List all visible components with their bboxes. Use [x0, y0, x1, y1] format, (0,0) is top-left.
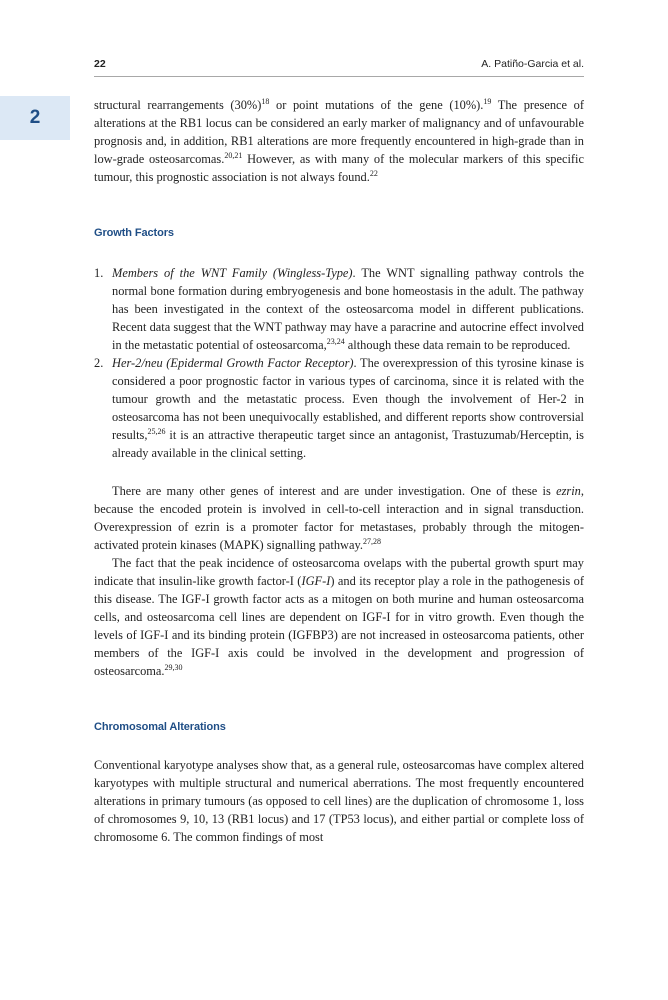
intro-paragraph: structural rearrangements $(30\%)^{18}$ or point mutations of the gene (10%).$^{19}$ The presence of alterations at the RB1 locus can be considered an early marker of malignancy and of unfavourable prognosis and, in addition, RB1 alterations are more frequently encountered in high-grade than in low-grade osteosarcomas.$^{20,21}$ However, as with many of the molecular markers of this specific tumour, this prognostic association is not always found.$^{22}$ [94, 96, 584, 184]
growth-factors-list [94, 264, 584, 462]
running-head [94, 46, 584, 77]
paragraph-igf: The fact that the peak incidence of osteosarcoma ovelaps with the pubertal growth spurt may indicate that insulin-like growth factor-I (IGF-I) and its receptor play a role in the pathogenesis of this disease. The IGF-I growth factor acts as a mitogen on both murine and human osteosarcoma cells, and osteosarcoma cell lines are dependent on IGF-I for in vitro growth. Even though the levels of IGF-I and its binding protein (IGFBP3) are not increased in osteosarcoma patients, other members of the IGF-I axis could be involved in the development and progression of osteosarcoma.$^{29,30}$ [94, 556, 584, 678]
list-item: 1. Members of the WNT Family (Wingless-Type). The WNT signalling pathway controls the normal bone formation during embryogenesis and bone homeostasis in the adult. The pathway has been investigated in the context of the osteosarcoma model in different publications. Recent data suggest that the WNT pathway may have a paracrine and autocrine effect involved in the metastatic potential of osteosarcoma,$^{23,24}$ although these data remain to be reproduced. [94, 266, 584, 352]
paragraph-karyotype: Conventional karyotype analyses show that, as a general rule, osteosarcomas have complex altered karyotypes with multiple structural and numerical aberrations. The most frequently encountered alterations in primary tumours (as opposed to cell lines) are the duplication of chromosome 1, loss of chromosomes 9, 10, 13 (RB1 locus) and 17 (TP53 locus), and either partial or complete loss of chromosome 6. The common findings of most [94, 758, 584, 844]
list-item: 2. Her-2/neu (Epidermal Growth Factor Receptor). The overexpression of this tyrosine kinase is considered a poor prognostic factor in various types of carcinoma, since it is related with the tumour growth and the metastatic process. Even though the involvement of Her-2 in osteosarcoma has not been unequivocally established, and different reports show controversial results,$^{25,26}$ it is an attractive therapeutic target since an antagonist, Trastuzumab/Herceptin, is already available in the clinical setting. [94, 356, 584, 460]
running-head-authors: A. Patiño-Garcia et al. [481, 58, 584, 70]
page-number: 22 [94, 58, 106, 70]
paragraph-ezrin: There are many other genes of interest and are under investigation. One of these is ezrin, because the encoded protein is involved in cell-to-cell interaction and in signal transduction. Overexpression of ezrin is a promoter factor for metastases, probably through the mitogen-activated protein kinases (MAPK) signalling pathway.$^{27,28}$ [94, 484, 584, 552]
section-heading-chromosomal-alterations: Chromosomal Alterations [94, 721, 226, 733]
page-body [94, 96, 584, 846]
chapter-tab: 2 [0, 96, 70, 140]
section-heading-growth-factors: Growth Factors [94, 227, 174, 239]
